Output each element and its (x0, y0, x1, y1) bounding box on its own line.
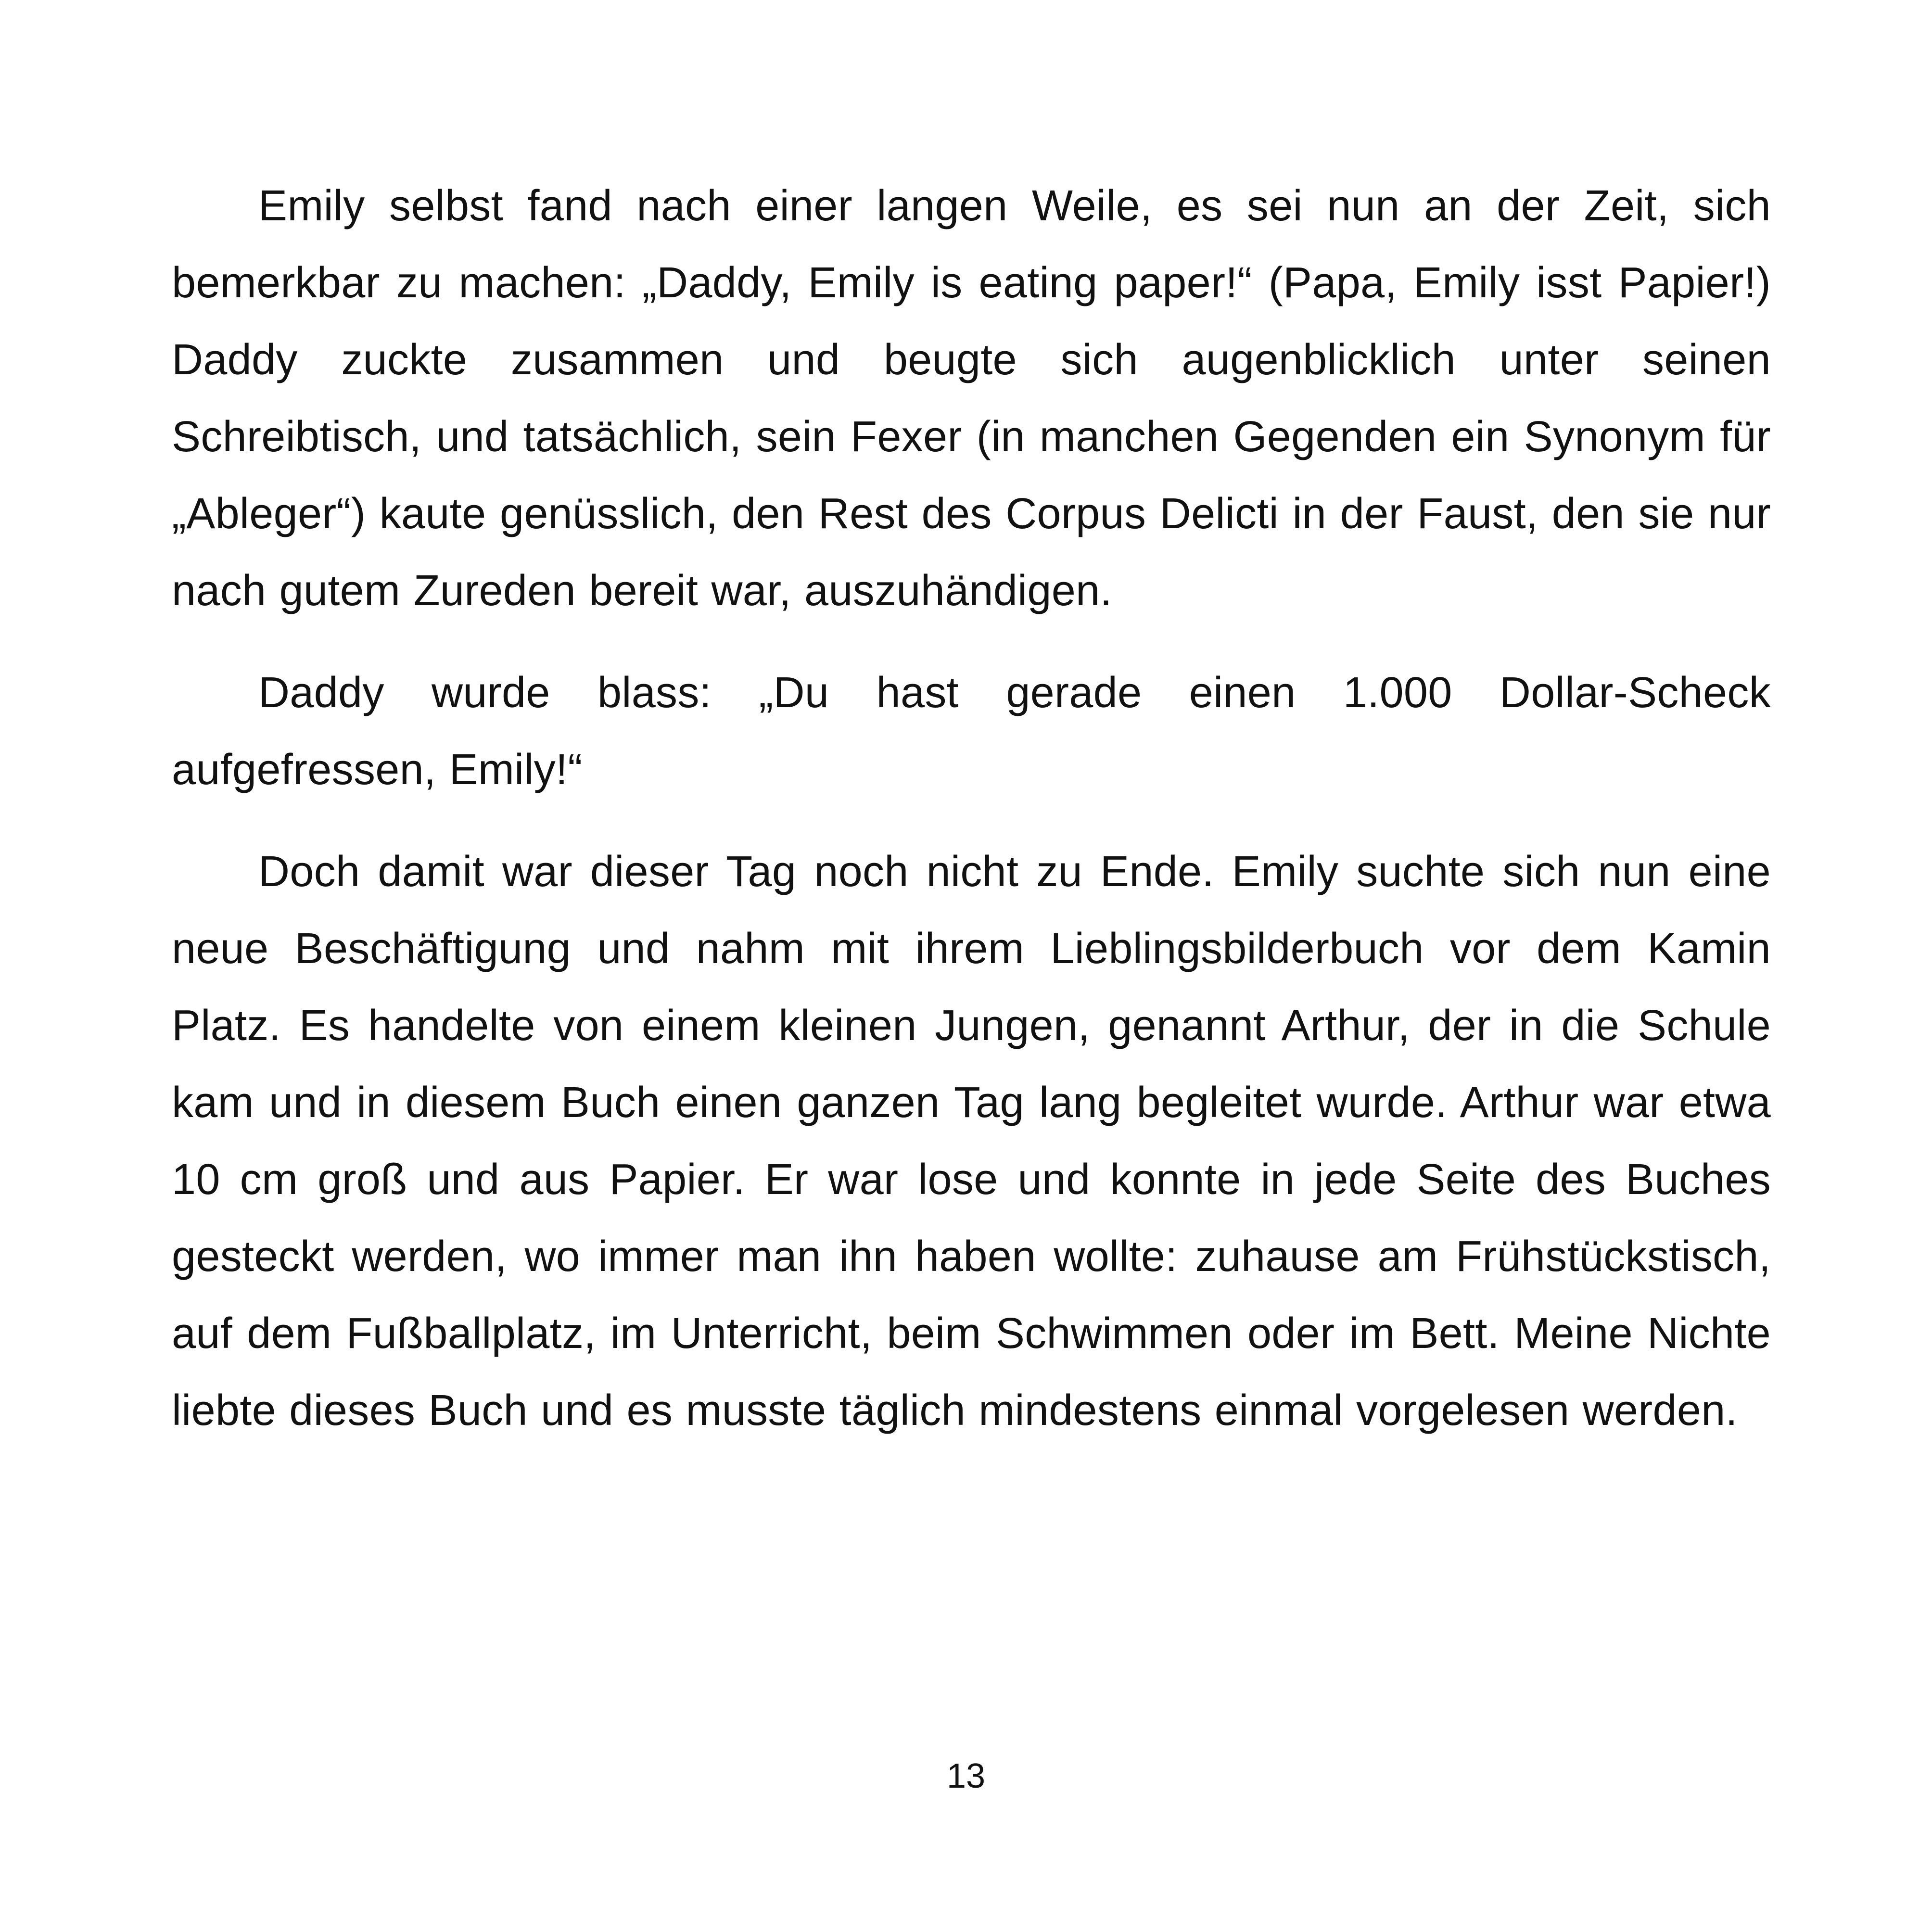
paragraph-2: Daddy wurde blass: „Du hast gerade einen 1.000 Dollar-Scheck aufgefressen, Emily!“ (172, 669, 1771, 794)
paragraph-3: Doch damit war dieser Tag noch nicht zu Ende. Emily suchte sich nun eine neue Beschäftigung und nahm mit ihrem Lieblingsbilderbuch vor dem Kamin Platz. Es handelte von einem kleinen Jungen, genannt Arthur, der in die Schule kam und in diesem Buch einen ganzen Tag lang begleitet wurde. Arthur war etwa 10 cm groß und aus Papier. Er war lose und konnte in jede Seite des Buches gesteckt werden, wo immer man ihn haben wollte: zuhause am Frühstückstisch, auf dem Fußballplatz, im Unterricht, beim Schwimmen oder im Bett. Meine Nichte liebte dieses Buch und es musste täglich mindestens einmal vorgelesen werden. (172, 848, 1771, 1435)
body-text (172, 167, 1771, 1474)
paragraph-1: Emily selbst fand nach einer langen Weile, es sei nun an der Zeit, sich bemerkbar zu machen: „Daddy, Emily is eating paper!“ (Papa, Emily isst Papier!) Daddy zuckte zusammen und beugte sich augenblicklich unter seinen Schreibtisch, und tatsächlich, sein Fexer (in manchen Gegenden ein Synonym für „Ableger“) kaute genüsslich, den Rest des Corpus Delicti in der Faust, den sie nur nach gutem Zureden bereit war, auszuhändigen. (172, 182, 1771, 615)
page-number: 13 (946, 1757, 986, 1795)
